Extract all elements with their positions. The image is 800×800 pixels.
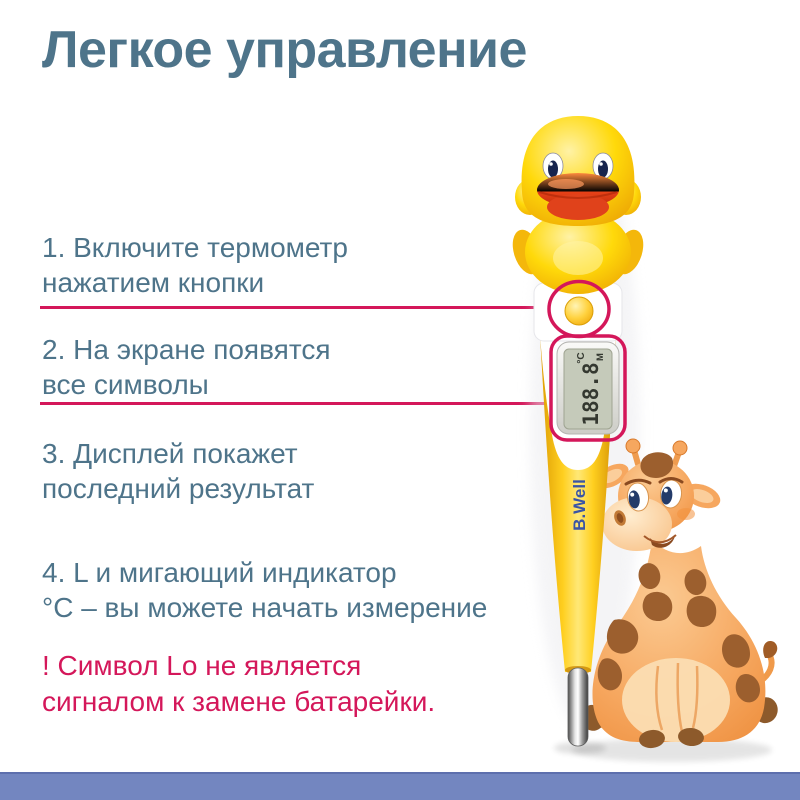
duck-belly-shine (553, 241, 603, 275)
step-4-line-1: 4. L и мигающий индикатор (42, 557, 397, 588)
page-title: Легкое управление (42, 21, 527, 79)
bottom-band (0, 772, 800, 800)
battery-note-line-1: ! Символ Lo не является (42, 650, 362, 681)
step-2-line-2: все символы (42, 369, 209, 400)
step-3-line-1: 3. Дисплей покажет (42, 438, 298, 469)
step-1-line-2: нажатием кнопки (42, 267, 265, 298)
power-button (565, 297, 593, 325)
step-4-line-2: °C – вы можете начать измерение (42, 592, 488, 623)
step-1-line-1: 1. Включите термометр (42, 232, 348, 263)
lcd-display (557, 342, 619, 434)
brand-logo: B.Well (570, 479, 589, 531)
lcd-memory-flag: M (595, 353, 606, 361)
step-2-line-1: 2. На экране появятся (42, 334, 331, 365)
giraffe-belly (622, 658, 730, 742)
lcd-unit: °C (576, 352, 587, 364)
battery-note-line-2: сигналом к замене батарейки. (42, 686, 436, 717)
lcd-digits: 188.8 (579, 362, 603, 426)
giraffe-cheek-blush (677, 508, 695, 520)
duck-head (515, 116, 641, 226)
step-3-line-2: последний результат (42, 473, 315, 504)
probe-tip (568, 668, 588, 746)
